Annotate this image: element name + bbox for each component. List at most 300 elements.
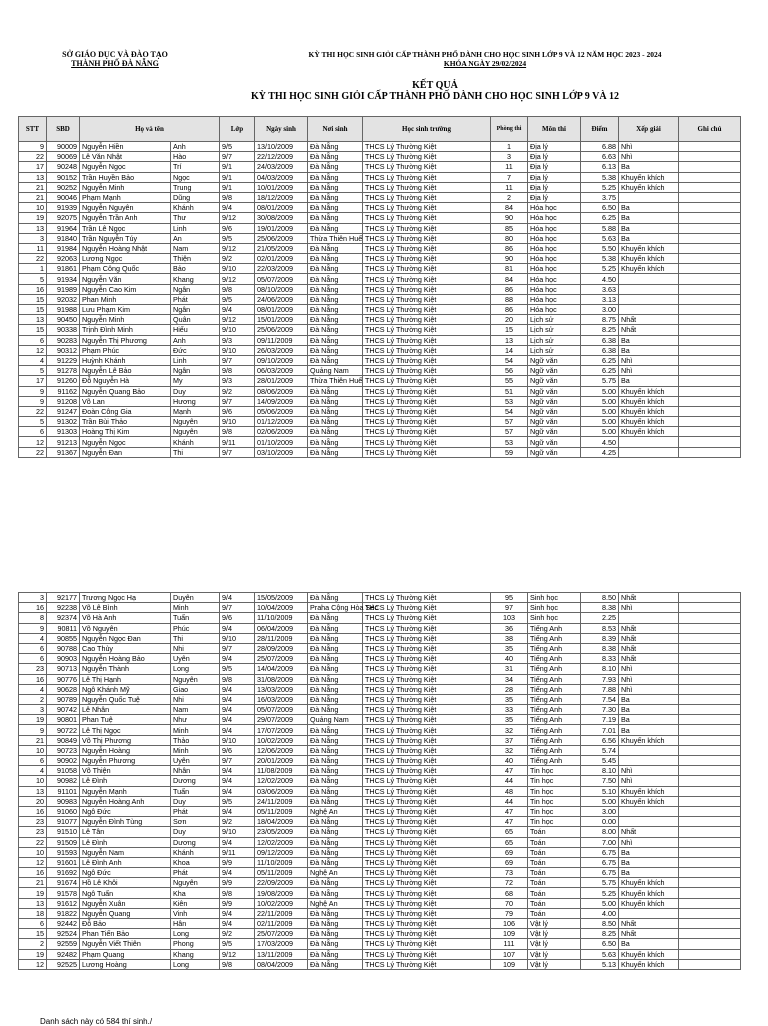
cell-birth-date: 12/02/2009 <box>255 837 308 847</box>
cell-room: 20 <box>491 315 528 325</box>
col-award: Xếp giải <box>619 117 679 142</box>
cell-given-name: Khánh <box>171 437 220 447</box>
department-header <box>20 50 210 68</box>
cell-birth-date: 24/03/2009 <box>255 162 308 172</box>
cell-subject: Tiếng Anh <box>528 745 581 755</box>
cell-award: Ba <box>619 725 679 735</box>
cell-room: 15 <box>491 325 528 335</box>
cell-birth-place: Đà Nẵng <box>308 949 363 959</box>
cell-award <box>619 305 679 315</box>
cell-note <box>679 142 741 152</box>
cell-birth-place: Đà Nẵng <box>308 447 363 457</box>
cell-birth-date: 19/01/2009 <box>255 223 308 233</box>
cell-class: 9/5 <box>220 142 255 152</box>
cell-sbd: 90903 <box>47 654 80 664</box>
table-row <box>19 643 741 653</box>
cell-surname: Võ Lan <box>80 396 171 406</box>
cell-room: 79 <box>491 908 528 918</box>
result-subtitle: KỲ THI HỌC SINH GIỎI CẤP THÀNH PHỐ DÀNH CHO HỌC SINH LỚP 9 VÀ 12 <box>250 91 620 102</box>
cell-sbd: 90849 <box>47 735 80 745</box>
cell-note <box>679 705 741 715</box>
cell-surname: Hồ Lê Khôi <box>80 878 171 888</box>
cell-score: 7.88 <box>581 684 619 694</box>
cell-surname: Nguyễn Đình Tùng <box>80 817 171 827</box>
cell-room: 109 <box>491 959 528 969</box>
table-row <box>19 868 741 878</box>
cell-given-name: Khánh <box>171 203 220 213</box>
cell-birth-place: Quảng Nam <box>308 366 363 376</box>
cell-given-name: Long <box>171 959 220 969</box>
cell-birth-place: Đà Nẵng <box>308 756 363 766</box>
cell-class: 9/8 <box>220 674 255 684</box>
cell-sbd: 90982 <box>47 776 80 786</box>
cell-birth-place: Thừa Thiên Huế <box>308 233 363 243</box>
cell-award: Ba <box>619 857 679 867</box>
cell-award: Khuyến khích <box>619 888 679 898</box>
cell-award: Nhất <box>619 827 679 837</box>
cell-given-name: Vinh <box>171 908 220 918</box>
cell-school: THCS Lý Thường Kiệt <box>363 254 491 264</box>
cell-given-name: Phát <box>171 868 220 878</box>
cell-award: Nhì <box>619 142 679 152</box>
cell-birth-date: 13/03/2009 <box>255 684 308 694</box>
cell-class: 9/7 <box>220 603 255 613</box>
cell-subject: Vật lý <box>528 949 581 959</box>
cell-stt: 6 <box>19 919 47 929</box>
cell-subject: Ngữ văn <box>528 386 581 396</box>
cell-subject: Vật lý <box>528 939 581 949</box>
cell-birth-date: 08/10/2009 <box>255 284 308 294</box>
cell-surname: Lê Đình Anh <box>80 857 171 867</box>
cell-sbd: 91060 <box>47 806 80 816</box>
result-heading <box>180 80 690 102</box>
cell-given-name: Duy <box>171 827 220 837</box>
table-row <box>19 366 741 376</box>
cell-stt: 10 <box>19 847 47 857</box>
cell-stt: 19 <box>19 213 47 223</box>
cell-birth-date: 24/06/2009 <box>255 294 308 304</box>
cell-score: 6.75 <box>581 847 619 857</box>
cell-stt: 6 <box>19 427 47 437</box>
cell-given-name: Minh <box>171 745 220 755</box>
cell-award: Nhì <box>619 603 679 613</box>
cell-note <box>679 633 741 643</box>
table-row <box>19 939 741 949</box>
cell-subject: Tin học <box>528 766 581 776</box>
cell-award: Nhì <box>619 366 679 376</box>
cell-sbd: 90722 <box>47 725 80 735</box>
results-table-part2 <box>18 592 741 970</box>
cell-note <box>679 335 741 345</box>
cell-sbd: 90811 <box>47 623 80 633</box>
cell-subject: Tiếng Anh <box>528 725 581 735</box>
col-full-name: Họ và tên <box>80 117 220 142</box>
cell-stt: 22 <box>19 254 47 264</box>
cell-note <box>679 776 741 786</box>
cell-subject: Địa lý <box>528 192 581 202</box>
cell-school: THCS Lý Thường Kiệt <box>363 593 491 603</box>
table-row <box>19 376 741 386</box>
cell-score: 6.38 <box>581 335 619 345</box>
cell-surname: Nguyễn Ngọc <box>80 437 171 447</box>
cell-class: 9/4 <box>220 786 255 796</box>
cell-room: 88 <box>491 294 528 304</box>
cell-school: THCS Lý Thường Kiệt <box>363 959 491 969</box>
cell-birth-place: Đà Nẵng <box>308 152 363 162</box>
cell-birth-place: Đà Nẵng <box>308 939 363 949</box>
cell-award: Khuyến khích <box>619 735 679 745</box>
cell-award <box>619 613 679 623</box>
cell-award <box>619 447 679 457</box>
cell-room: 59 <box>491 447 528 457</box>
cell-birth-place: Đà Nẵng <box>308 223 363 233</box>
table-row <box>19 305 741 315</box>
cell-award <box>619 284 679 294</box>
cell-school: THCS Lý Thường Kiệt <box>363 142 491 152</box>
cell-surname: Lương Ngọc <box>80 254 171 264</box>
cell-score: 4.00 <box>581 908 619 918</box>
cell-note <box>679 939 741 949</box>
table-row <box>19 447 741 457</box>
cell-room: 3 <box>491 152 528 162</box>
cell-school: THCS Lý Thường Kiệt <box>363 172 491 182</box>
cell-room: 70 <box>491 898 528 908</box>
cell-birth-place: Đà Nẵng <box>308 643 363 653</box>
cell-score: 3.00 <box>581 806 619 816</box>
cell-birth-date: 31/08/2009 <box>255 674 308 684</box>
cell-given-name: Quân <box>171 315 220 325</box>
cell-birth-place: Đà Nẵng <box>308 192 363 202</box>
cell-birth-place: Đà Nẵng <box>308 878 363 888</box>
cell-surname: Nguyễn Quang Bảo <box>80 386 171 396</box>
cell-birth-date: 14/04/2009 <box>255 664 308 674</box>
cell-birth-date: 06/04/2009 <box>255 623 308 633</box>
cell-given-name: Thảo <box>171 735 220 745</box>
col-birth-date: Ngày sinh <box>255 117 308 142</box>
cell-note <box>679 182 741 192</box>
cell-room: 1 <box>491 142 528 152</box>
cell-birth-place: Đà Nẵng <box>308 325 363 335</box>
cell-note <box>679 213 741 223</box>
cell-stt: 3 <box>19 705 47 715</box>
cell-birth-date: 09/10/2009 <box>255 355 308 365</box>
cell-subject: Địa lý <box>528 152 581 162</box>
cell-room: 72 <box>491 878 528 888</box>
table-row <box>19 172 741 182</box>
cell-birth-date: 22/09/2009 <box>255 878 308 888</box>
cell-subject: Ngữ văn <box>528 427 581 437</box>
cell-surname: Phan Tiến Bảo <box>80 929 171 939</box>
cell-given-name: Tuấn <box>171 786 220 796</box>
table-row <box>19 919 741 929</box>
cell-school: THCS Lý Thường Kiệt <box>363 694 491 704</box>
cell-given-name: Khoa <box>171 857 220 867</box>
table-row <box>19 796 741 806</box>
cell-surname: Lê Văn Nhật <box>80 152 171 162</box>
table-row <box>19 827 741 837</box>
cell-note <box>679 959 741 969</box>
cell-score: 6.88 <box>581 142 619 152</box>
cell-surname: Trần Nguyễn Túy <box>80 233 171 243</box>
cell-stt: 15 <box>19 325 47 335</box>
cell-class: 9/7 <box>220 447 255 457</box>
cell-room: 68 <box>491 888 528 898</box>
cell-score: 7.00 <box>581 837 619 847</box>
cell-surname: Đoàn Công Gia <box>80 406 171 416</box>
cell-birth-place: Đà Nẵng <box>308 664 363 674</box>
cell-birth-date: 04/03/2009 <box>255 172 308 182</box>
cell-note <box>679 593 741 603</box>
cell-school: THCS Lý Thường Kiệt <box>363 274 491 284</box>
cell-score: 6.75 <box>581 857 619 867</box>
cell-sbd: 90069 <box>47 152 80 162</box>
cell-birth-date: 08/01/2009 <box>255 203 308 213</box>
cell-subject: Tiếng Anh <box>528 664 581 674</box>
cell-sbd: 91247 <box>47 406 80 416</box>
cell-surname: Nguyễn Hoàng Nhật <box>80 243 171 253</box>
cell-sbd: 92442 <box>47 919 80 929</box>
cell-surname: Trần Huyền Bảo <box>80 172 171 182</box>
cell-class: 9/5 <box>220 233 255 243</box>
cell-school: THCS Lý Thường Kiệt <box>363 447 491 457</box>
table-row <box>19 725 741 735</box>
cell-birth-date: 02/06/2009 <box>255 427 308 437</box>
cell-class: 9/2 <box>220 386 255 396</box>
cell-sbd: 91101 <box>47 786 80 796</box>
cell-stt: 16 <box>19 806 47 816</box>
cell-subject: Toán <box>528 837 581 847</box>
cell-birth-date: 25/06/2009 <box>255 325 308 335</box>
cell-subject: Tiếng Anh <box>528 633 581 643</box>
cell-room: 53 <box>491 396 528 406</box>
cell-award: Khuyến khích <box>619 182 679 192</box>
cell-room: 69 <box>491 857 528 867</box>
cell-score: 7.54 <box>581 694 619 704</box>
cell-subject: Ngữ văn <box>528 396 581 406</box>
cell-sbd: 90723 <box>47 745 80 755</box>
cell-subject: Tiếng Anh <box>528 623 581 633</box>
cell-surname: Phạm Phúc <box>80 345 171 355</box>
cell-class: 9/11 <box>220 847 255 857</box>
cell-subject: Toán <box>528 847 581 857</box>
cell-given-name: Duy <box>171 386 220 396</box>
table-row <box>19 694 741 704</box>
cell-class: 9/4 <box>220 766 255 776</box>
cell-room: 38 <box>491 633 528 643</box>
cell-sbd: 91964 <box>47 223 80 233</box>
cell-score: 6.56 <box>581 735 619 745</box>
cell-surname: Đỗ Bảo <box>80 919 171 929</box>
cell-birth-date: 14/09/2009 <box>255 396 308 406</box>
cell-award: Ba <box>619 335 679 345</box>
cell-score: 5.74 <box>581 745 619 755</box>
cell-score: 6.63 <box>581 152 619 162</box>
cell-note <box>679 674 741 684</box>
cell-note <box>679 806 741 816</box>
table-row <box>19 878 741 888</box>
cell-note <box>679 274 741 284</box>
cell-subject: Tiếng Anh <box>528 684 581 694</box>
cell-award: Khuyến khích <box>619 417 679 427</box>
cell-birth-date: 24/11/2009 <box>255 796 308 806</box>
table-row <box>19 756 741 766</box>
cell-score: 5.00 <box>581 898 619 908</box>
cell-school: THCS Lý Thường Kiệt <box>363 664 491 674</box>
cell-sbd: 91260 <box>47 376 80 386</box>
cell-subject: Hóa học <box>528 284 581 294</box>
cell-award: Nhất <box>619 593 679 603</box>
cell-subject: Toán <box>528 868 581 878</box>
cell-school: THCS Lý Thường Kiệt <box>363 898 491 908</box>
cell-school: THCS Lý Thường Kiệt <box>363 345 491 355</box>
cell-birth-date: 22/03/2009 <box>255 264 308 274</box>
cell-sbd: 91674 <box>47 878 80 888</box>
cell-birth-date: 25/07/2009 <box>255 929 308 939</box>
cell-score: 5.25 <box>581 264 619 274</box>
cell-subject: Tiếng Anh <box>528 756 581 766</box>
cell-birth-date: 01/10/2009 <box>255 437 308 447</box>
cell-school: THCS Lý Thường Kiệt <box>363 417 491 427</box>
cell-surname: Trần Lê Ngọc <box>80 223 171 233</box>
footer-note: Danh sách này có 584 thí sinh./ <box>40 1017 153 1026</box>
table-row <box>19 284 741 294</box>
cell-subject: Tiếng Anh <box>528 705 581 715</box>
cell-room: 44 <box>491 796 528 806</box>
cell-award: Nhì <box>619 664 679 674</box>
cell-subject: Tiếng Anh <box>528 674 581 684</box>
cell-birth-date: 03/10/2009 <box>255 447 308 457</box>
cell-birth-place: Đà Nẵng <box>308 766 363 776</box>
cell-sbd: 91367 <box>47 447 80 457</box>
cell-class: 9/12 <box>220 315 255 325</box>
cell-class: 9/10 <box>220 264 255 274</box>
cell-sbd: 92238 <box>47 603 80 613</box>
cell-stt: 13 <box>19 898 47 908</box>
cell-surname: Trịnh Đình Minh <box>80 325 171 335</box>
cell-subject: Địa lý <box>528 162 581 172</box>
cell-sbd: 90788 <box>47 643 80 653</box>
cell-surname: Nguyễn Văn <box>80 274 171 284</box>
cell-award: Khuyến khích <box>619 264 679 274</box>
table-row <box>19 223 741 233</box>
cell-class: 9/8 <box>220 959 255 969</box>
table-row <box>19 264 741 274</box>
cell-score: 5.00 <box>581 427 619 437</box>
cell-surname: Lương Hoàng <box>80 959 171 969</box>
cell-class: 9/4 <box>220 715 255 725</box>
cell-given-name: Nguyên <box>171 878 220 888</box>
cell-birth-date: 12/06/2009 <box>255 745 308 755</box>
cell-note <box>679 315 741 325</box>
cell-sbd: 90713 <box>47 664 80 674</box>
cell-sbd: 92075 <box>47 213 80 223</box>
cell-award: Nhất <box>619 643 679 653</box>
cell-stt: 12 <box>19 345 47 355</box>
cell-note <box>679 919 741 929</box>
cell-sbd: 91612 <box>47 898 80 908</box>
table-row <box>19 745 741 755</box>
cell-sbd: 91989 <box>47 284 80 294</box>
cell-birth-place: Đà Nẵng <box>308 437 363 447</box>
table-row <box>19 898 741 908</box>
cell-subject: Toán <box>528 888 581 898</box>
cell-school: THCS Lý Thường Kiệt <box>363 868 491 878</box>
cell-birth-place: Đà Nẵng <box>308 745 363 755</box>
cell-score: 5.63 <box>581 233 619 243</box>
cell-award: Ba <box>619 868 679 878</box>
cell-subject: Toán <box>528 878 581 888</box>
col-birth-place: Nơi sinh <box>308 117 363 142</box>
cell-room: 84 <box>491 274 528 284</box>
cell-score: 3.75 <box>581 192 619 202</box>
cell-note <box>679 756 741 766</box>
cell-given-name: Nam <box>171 243 220 253</box>
cell-stt: 19 <box>19 949 47 959</box>
cell-birth-place: Đà Nẵng <box>308 694 363 704</box>
cell-birth-place: Đà Nẵng <box>308 294 363 304</box>
cell-class: 9/4 <box>220 654 255 664</box>
cell-room: 86 <box>491 243 528 253</box>
cell-surname: Nguyễn Viết Thiên <box>80 939 171 949</box>
cell-note <box>679 857 741 867</box>
cell-stt: 13 <box>19 786 47 796</box>
cell-class: 9/12 <box>220 213 255 223</box>
table-row <box>19 213 741 223</box>
cell-birth-place: Đà Nẵng <box>308 355 363 365</box>
cell-stt: 4 <box>19 355 47 365</box>
cell-note <box>679 643 741 653</box>
cell-score: 7.50 <box>581 776 619 786</box>
cell-sbd: 92482 <box>47 949 80 959</box>
cell-note <box>679 868 741 878</box>
cell-surname: Lê Nhân <box>80 705 171 715</box>
table-row <box>19 908 741 918</box>
exam-header <box>245 50 725 68</box>
col-stt: STT <box>19 117 47 142</box>
cell-subject: Toán <box>528 908 581 918</box>
cell-room: 44 <box>491 776 528 786</box>
cell-award: Khuyến khích <box>619 786 679 796</box>
cell-room: 37 <box>491 735 528 745</box>
cell-surname: Nguyễn Cao Kim <box>80 284 171 294</box>
cell-given-name: Nguyên <box>171 417 220 427</box>
cell-birth-place: Đà Nẵng <box>308 254 363 264</box>
cell-stt: 22 <box>19 447 47 457</box>
cell-room: 56 <box>491 366 528 376</box>
cell-stt: 6 <box>19 756 47 766</box>
table-row <box>19 817 741 827</box>
cell-score: 5.00 <box>581 417 619 427</box>
cell-given-name: An <box>171 233 220 243</box>
cell-subject: Hóa học <box>528 294 581 304</box>
cell-birth-date: 29/07/2009 <box>255 715 308 725</box>
cell-room: 86 <box>491 284 528 294</box>
table-row <box>19 888 741 898</box>
cell-class: 9/8 <box>220 284 255 294</box>
cell-stt: 22 <box>19 406 47 416</box>
cell-birth-place: Đà Nẵng <box>308 908 363 918</box>
cell-class: 9/1 <box>220 162 255 172</box>
cell-class: 9/8 <box>220 192 255 202</box>
cell-stt: 2 <box>19 939 47 949</box>
cell-school: THCS Lý Thường Kiệt <box>363 325 491 335</box>
cell-note <box>679 325 741 335</box>
cell-stt: 5 <box>19 274 47 284</box>
cell-room: 47 <box>491 817 528 827</box>
cell-note <box>679 447 741 457</box>
table-row <box>19 857 741 867</box>
cell-birth-date: 02/11/2009 <box>255 919 308 929</box>
